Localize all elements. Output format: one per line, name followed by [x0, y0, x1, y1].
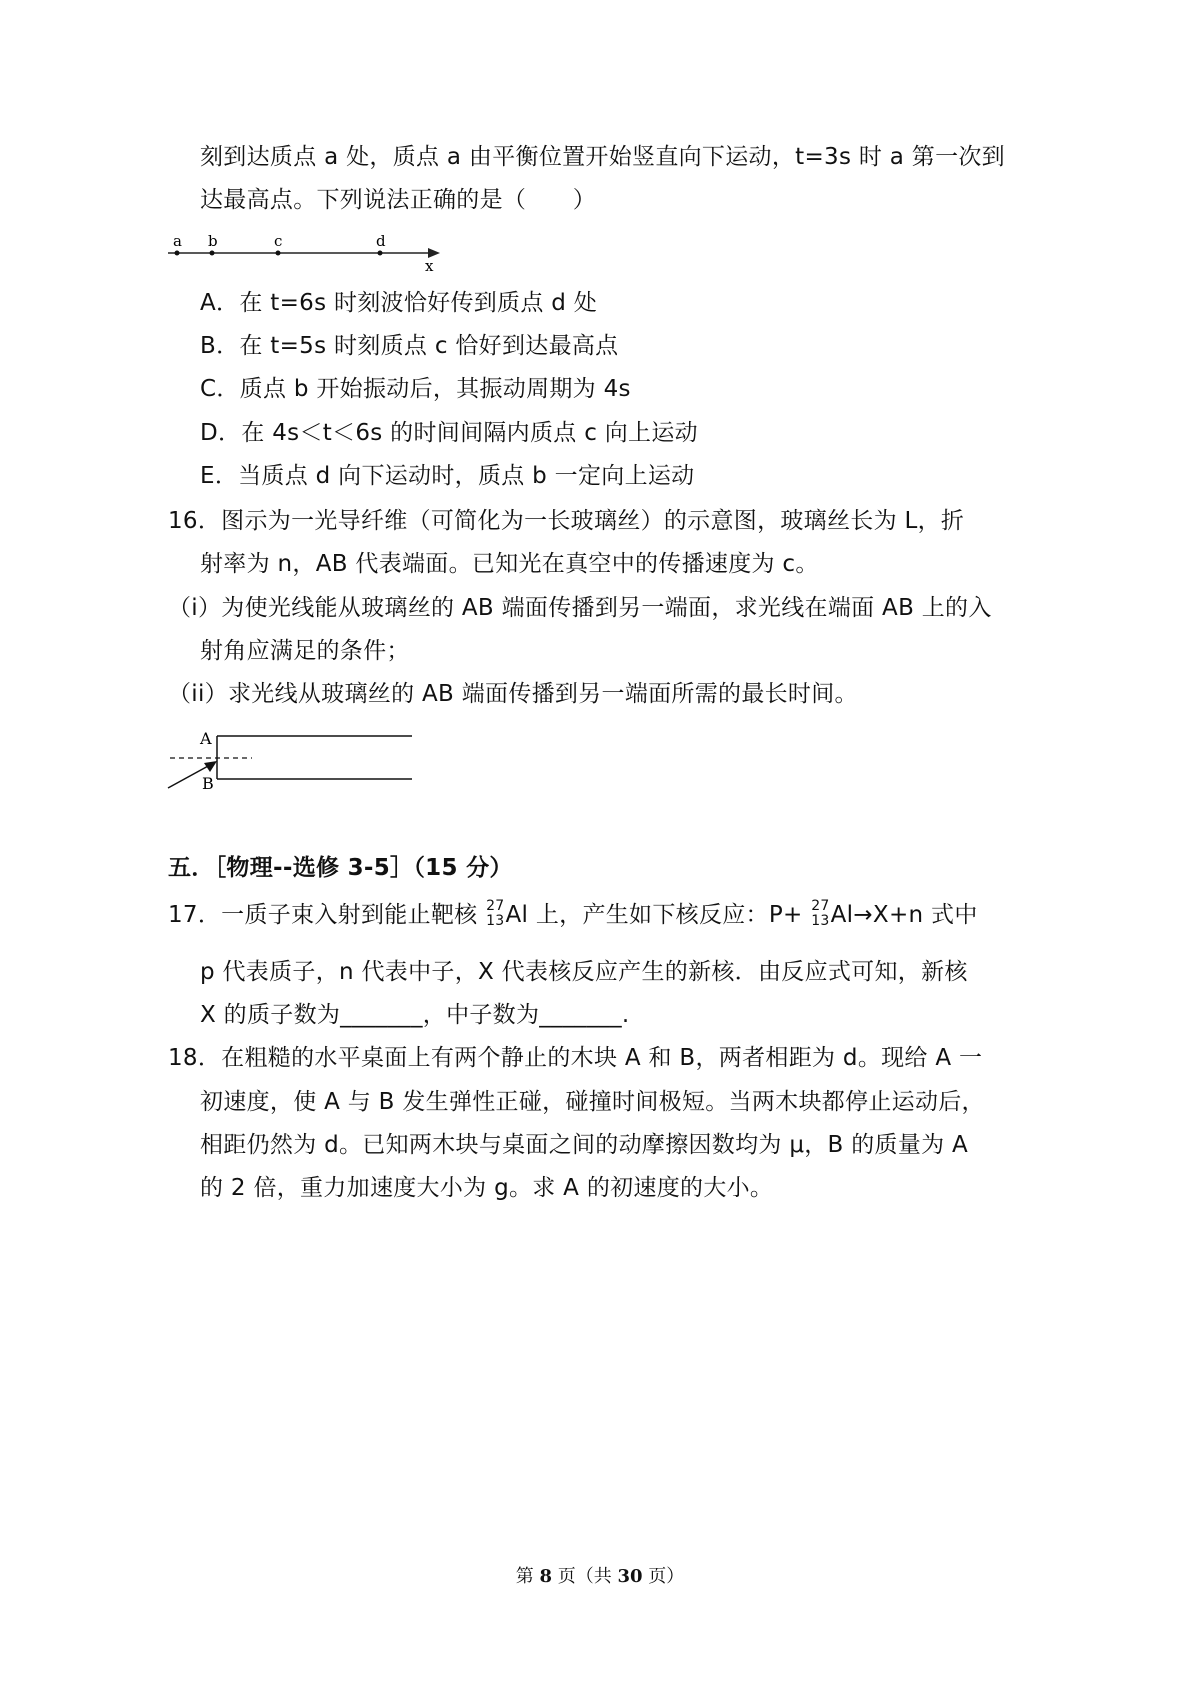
q18-text-line2: 初速度，使 A 与 B 发生弹性正碰，碰撞时间极短。当两木块都停止运动后，	[200, 1089, 985, 1115]
q15-text-line2: 达最高点。下列说法正确的是（ ）	[200, 187, 597, 213]
q18-text-line4: 的 2 倍，重力加速度大小为 g。求 A 的初速度的大小。	[200, 1175, 774, 1201]
nuclide-atomic-number-2: 13	[811, 912, 830, 929]
q15-text-line1: 刻到达质点 a 处，质点 a 由平衡位置开始竖直向下运动，t=3s 时 a 第一次到	[200, 144, 1005, 170]
q16-part-i-line1: （i）为使光线能从玻璃丝的 AB 端面传播到另一端面，求光线在端面 AB 上的入	[168, 595, 992, 621]
footer-mid: 页（共	[552, 1566, 618, 1587]
section-heading: 五．［物理--选修 3-5］（15 分）	[168, 855, 513, 881]
page-footer	[0, 1562, 1200, 1588]
nuclide-notation	[486, 899, 504, 929]
nuclide-symbol-2: Al	[830, 902, 854, 928]
point-b	[210, 251, 215, 256]
point-d	[378, 251, 383, 256]
q17-text-line1	[168, 899, 978, 931]
q15-option-b: B．在 t=5s 时刻质点 c 恰好到达最高点	[200, 333, 619, 359]
q17-prefix: 17．一质子束入射到能止靶核	[168, 902, 486, 928]
q16-part-i-line2: 射角应满足的条件；	[200, 638, 410, 664]
footer-post: 页）	[642, 1566, 685, 1587]
label-x: x	[425, 257, 434, 275]
wave-points-figure	[160, 228, 450, 276]
q18-text-line1: 18．在粗糙的水平桌面上有两个静止的木块 A 和 B，两者相距为 d。现给 A 一	[168, 1045, 983, 1071]
point-a	[175, 251, 180, 256]
q17-mid: 上，产生如下核反应：P+	[528, 902, 811, 928]
nuclide-mass-number-2: 27	[811, 897, 830, 914]
q15-option-c: C．质点 b 开始振动后，其振动周期为 4s	[200, 376, 631, 402]
label-A: A	[200, 729, 212, 748]
q16-part-ii: （ii）求光线从玻璃丝的 AB 端面传播到另一端面所需的最长时间。	[168, 681, 858, 707]
q17-text-line2: p 代表质子，n 代表中子，X 代表核反应产生的新核．由反应式可知，新核	[200, 959, 968, 985]
label-d: d	[376, 232, 386, 250]
label-a: a	[173, 232, 182, 250]
label-b: b	[208, 232, 218, 250]
footer-page-number: 8	[539, 1566, 552, 1587]
q17-suffix: →X+n 式中	[853, 902, 978, 928]
q15-option-a: A．在 t=6s 时刻波恰好传到质点 d 处	[200, 290, 598, 316]
q16-text-line1: 16．图示为一光导纤维（可简化为一长玻璃丝）的示意图，玻璃丝长为 L，折	[168, 508, 965, 534]
nuclide-notation-2	[811, 899, 829, 929]
q15-option-d: D．在 4s＜t＜6s 的时间间隔内质点 c 向上运动	[200, 420, 698, 446]
q18-text-line3: 相距仍然为 d。已知两木块与桌面之间的动摩擦因数均为 μ，B 的质量为 A	[200, 1132, 969, 1158]
optical-fiber-figure	[160, 722, 420, 797]
label-B: B	[202, 774, 214, 793]
q16-text-line2: 射率为 n，AB 代表端面。已知光在真空中的传播速度为 c。	[200, 551, 819, 577]
label-c: c	[274, 232, 283, 250]
nuclide-symbol: Al	[505, 902, 529, 928]
footer-total-pages: 30	[617, 1566, 643, 1587]
q15-option-e: E．当质点 d 向下运动时，质点 b 一定向上运动	[200, 463, 695, 489]
nuclide-mass-number: 27	[486, 897, 505, 914]
nuclide-atomic-number: 13	[486, 912, 505, 929]
footer-pre: 第	[515, 1566, 540, 1587]
q17-text-line3: X 的质子数为_______，中子数为_______.	[200, 1002, 630, 1028]
point-c	[276, 251, 281, 256]
